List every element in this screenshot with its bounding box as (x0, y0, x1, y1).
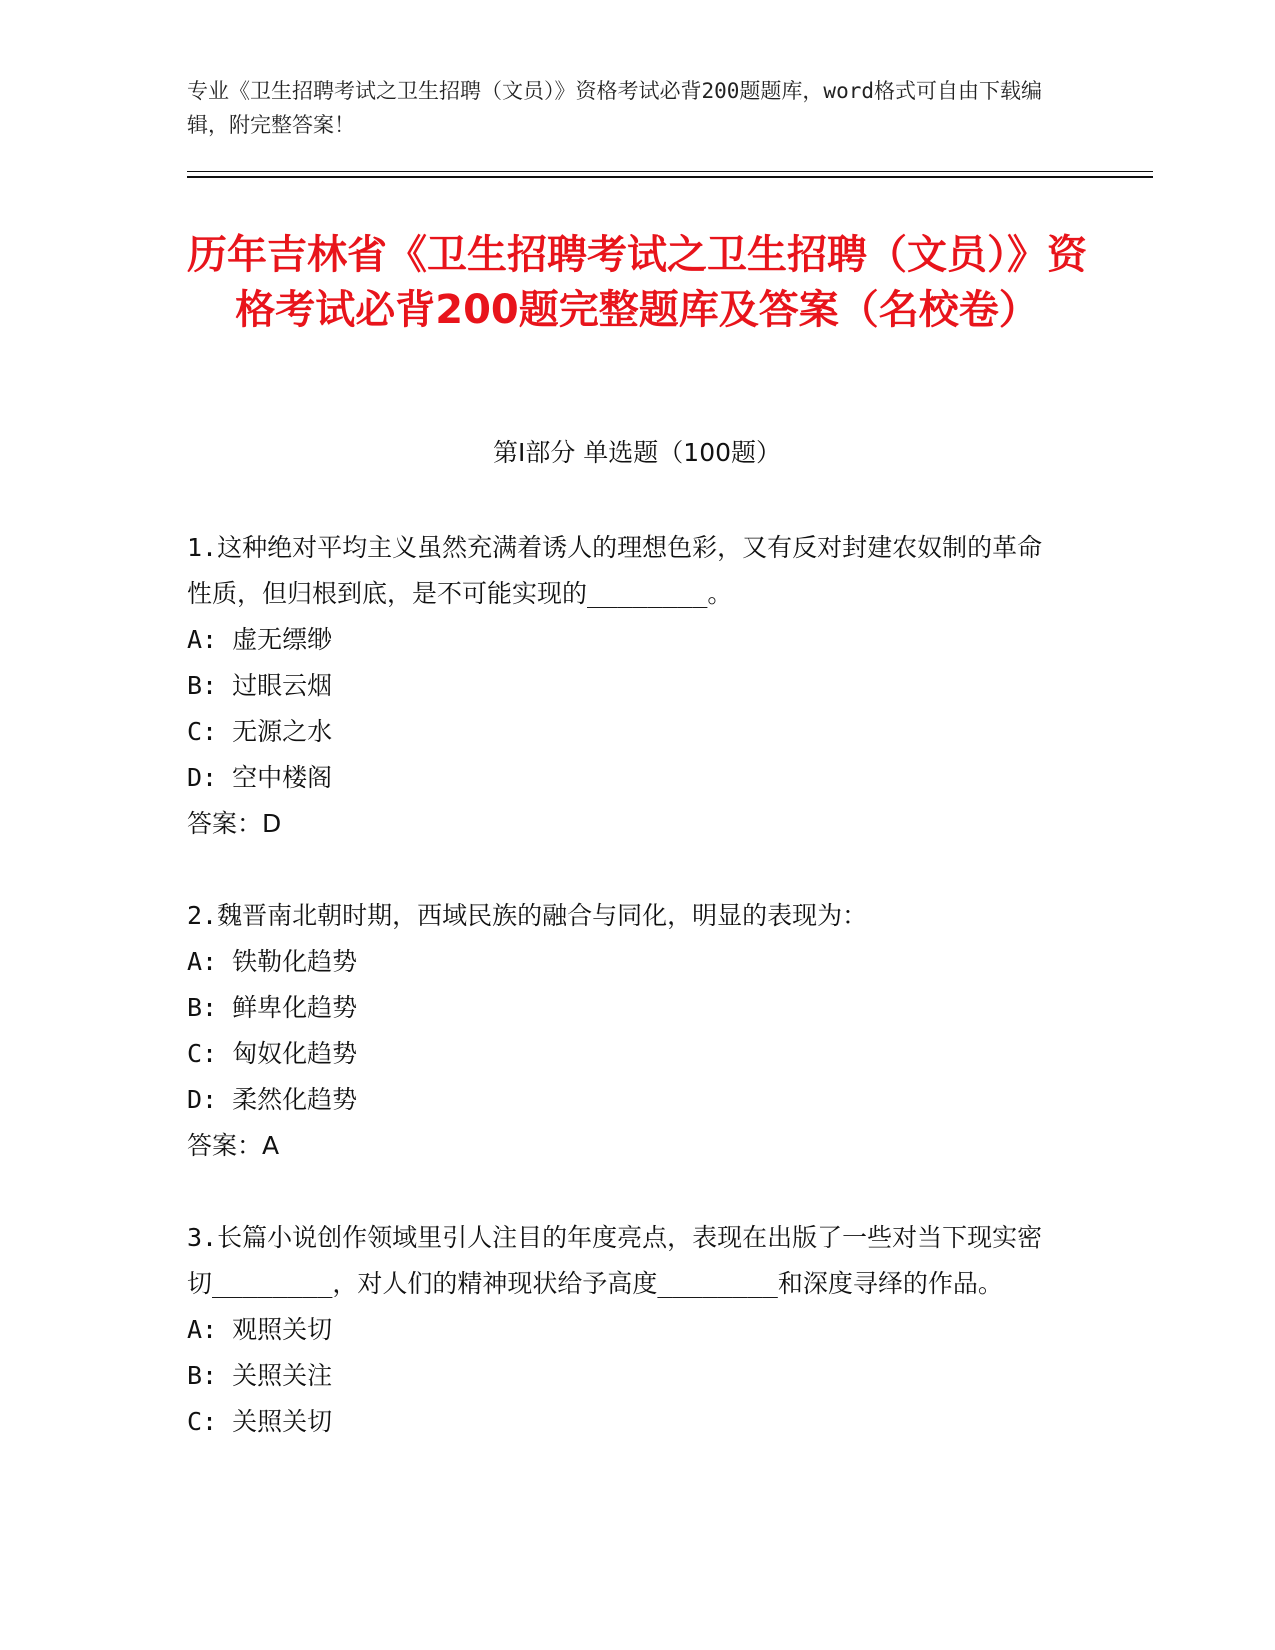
header-divider-thin (187, 171, 1153, 172)
option-d: D: 柔然化趋势 (187, 1085, 358, 1114)
option-a: A: 铁勒化趋势 (187, 947, 358, 976)
option-c: C: 关照关切 (187, 1407, 333, 1436)
option-a: A: 观照关切 (187, 1315, 333, 1344)
question-item (187, 1215, 1067, 1445)
document-title: 历年吉林省《卫生招聘考试之卫生招聘（文员）》资格考试必背200题完整题库及答案（名校卷） (187, 232, 1087, 333)
option-a: A: 虚无缥缈 (187, 625, 333, 654)
question-stem: 3.长篇小说创作领域里引人注目的年度亮点，表现在出版了一些对当下现实密切________，对人们的精神现状给予高度________和深度寻绎的作品。 (187, 1223, 1043, 1298)
option-c: C: 无源之水 (187, 717, 333, 746)
answer-line: 答案：D (187, 809, 282, 838)
question-item (187, 525, 1067, 847)
option-b: B: 关照关注 (187, 1361, 333, 1390)
option-b: B: 过眼云烟 (187, 671, 333, 700)
header-divider-thick (187, 176, 1153, 178)
question-list (187, 525, 1067, 1491)
section-title: 第I部分 单选题（100题） (492, 438, 782, 467)
question-stem: 1.这种绝对平均主义虽然充满着诱人的理想色彩，又有反对封建农奴制的革命性质，但归根到底，是不可能实现的________。 (187, 533, 1043, 608)
question-item (187, 893, 1067, 1169)
answer-line: 答案：A (187, 1131, 280, 1160)
option-c: C: 匈奴化趋势 (187, 1039, 358, 1068)
header-note: 专业《卫生招聘考试之卫生招聘（文员）》资格考试必背200题题库，word格式可自由下载编辑，附完整答案！ (187, 79, 1042, 137)
question-stem: 2.魏晋南北朝时期，西域民族的融合与同化，明显的表现为： (187, 901, 868, 930)
option-b: B: 鲜卑化趋势 (187, 993, 358, 1022)
option-d: D: 空中楼阁 (187, 763, 333, 792)
